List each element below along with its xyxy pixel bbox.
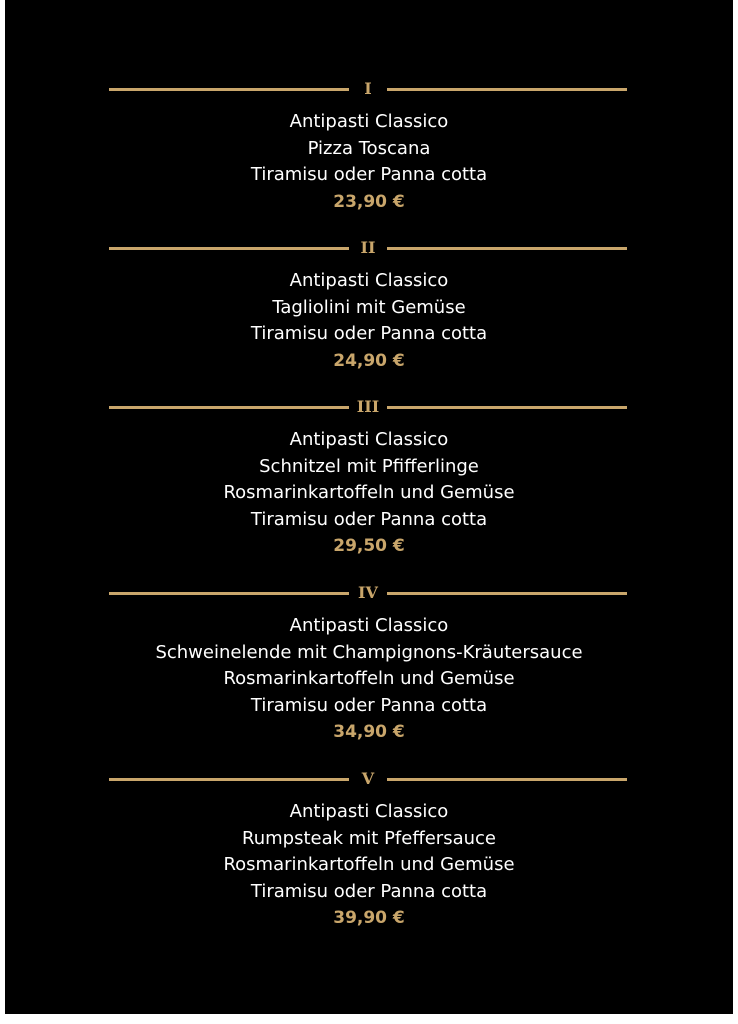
menu-price: 24,90 € <box>333 350 405 371</box>
menu-price: 34,90 € <box>333 722 405 742</box>
menu-section-3 <box>5 397 733 560</box>
section-divider <box>5 79 733 99</box>
section-numeral: I <box>364 79 372 98</box>
section-numeral: III <box>356 397 380 416</box>
section-numeral: V <box>361 769 375 788</box>
dish-item: Tagliolini mit Gemüse <box>272 296 466 318</box>
dish-item: Pizza Toscana <box>307 137 431 159</box>
divider-rule-left <box>109 88 349 91</box>
section-divider <box>5 769 733 789</box>
dish-list <box>5 109 733 215</box>
divider-rule-left <box>109 247 349 250</box>
dish-item: Schweinelende mit Champignons-Kräutersauce <box>155 641 583 663</box>
dish-list <box>5 799 733 932</box>
dish-item: Antipasti Classico <box>289 429 449 450</box>
menu-section-4 <box>5 583 733 746</box>
menu-price: 23,90 € <box>333 191 405 212</box>
divider-rule-left <box>109 406 349 409</box>
dish-item: Tiramisu oder Panna cotta <box>250 164 488 185</box>
dish-list <box>5 427 733 560</box>
dish-item: Schnitzel mit Pfifferlinge <box>259 455 479 477</box>
divider-rule-right <box>387 406 627 409</box>
dish-item: Tiramisu oder Panna cotta <box>250 880 488 902</box>
menu-price: 39,90 € <box>333 908 405 928</box>
dish-item: Rumpsteak mit Pfeffersauce <box>242 827 496 849</box>
dish-item: Antipasti Classico <box>289 615 449 636</box>
dish-item: Rosmarinkartoffeln und Gemüse <box>223 668 515 689</box>
section-numeral: IV <box>358 583 378 602</box>
menu-section-1 <box>5 79 733 215</box>
dish-list <box>5 613 733 746</box>
menu-price: 29,50 € <box>333 536 405 556</box>
divider-rule-right <box>387 592 627 595</box>
section-numeral: II <box>360 238 376 257</box>
dish-item: Antipasti Classico <box>289 111 449 132</box>
dish-list <box>5 268 733 374</box>
menu-section-5 <box>5 769 733 932</box>
menu-page <box>5 0 733 1014</box>
divider-rule-right <box>387 88 627 91</box>
section-divider <box>5 583 733 603</box>
divider-rule-right <box>387 778 627 781</box>
dish-item: Tiramisu oder Panna cotta <box>250 508 488 530</box>
divider-rule-left <box>109 592 349 595</box>
menu-section-2 <box>5 238 733 374</box>
dish-item: Rosmarinkartoffeln und Gemüse <box>223 854 515 875</box>
dish-item: Tiramisu oder Panna cotta <box>250 323 488 344</box>
section-divider <box>5 238 733 258</box>
section-divider <box>5 397 733 417</box>
dish-item: Antipasti Classico <box>289 270 449 291</box>
dish-item: Rosmarinkartoffeln und Gemüse <box>223 482 515 503</box>
dish-item: Antipasti Classico <box>289 801 449 822</box>
divider-rule-left <box>109 778 349 781</box>
divider-rule-right <box>387 247 627 250</box>
dish-item: Tiramisu oder Panna cotta <box>250 694 488 716</box>
